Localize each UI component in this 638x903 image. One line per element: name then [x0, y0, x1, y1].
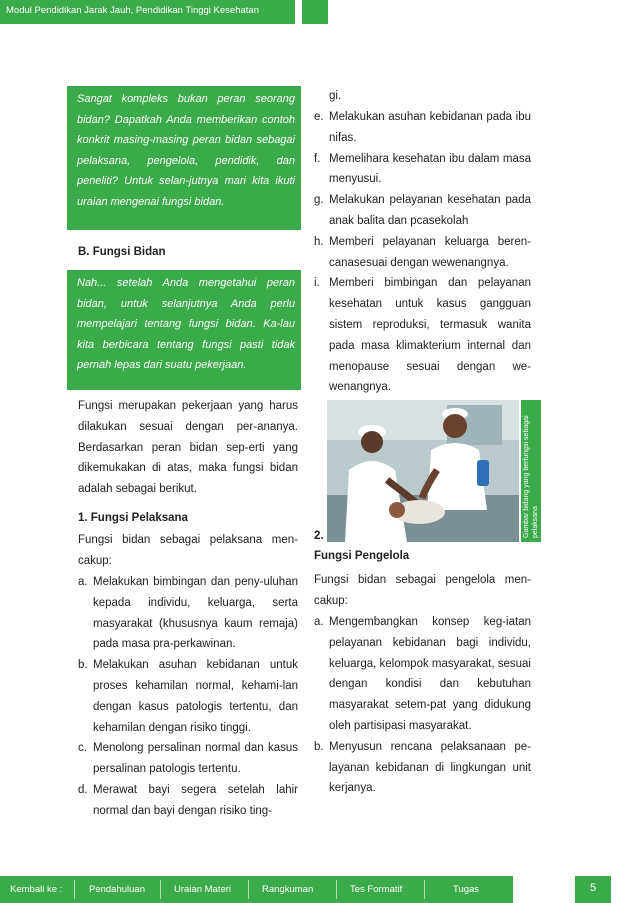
footer-nav [0, 876, 638, 903]
list-item-text: Memelihara kesehatan ibu dalam masa menyusui. [329, 152, 531, 186]
module-title: Modul Pendidikan Jarak Jauh, Pendidikan Tinggi Kesehatan [6, 5, 259, 16]
list-item [78, 655, 298, 738]
header-tab [302, 0, 328, 24]
list-item-text: Memberi bimbingan dan pelayanan kesehatan untuk kasus gangguan sistem reproduksi, termasuk wanita pada masa klimakterium internal dan menopause sesuai dengan we-wenangnya. [329, 277, 531, 394]
list-item [314, 232, 531, 274]
list-marker: b. [78, 659, 88, 672]
list-item-text: Melakukan pelayanan kesehatan pada anak balita dan pcasekolah [329, 194, 531, 227]
nav-tugas[interactable]: Tugas [453, 884, 480, 895]
list-item-text: Memberi pelayanan keluarga beren-canasesuai dengan wewenangnya. [329, 235, 531, 269]
pelaksana-list-right [314, 107, 531, 398]
list-item [314, 190, 531, 232]
list-marker: f. [314, 152, 321, 165]
list-item-text: Menyusun rencana pelaksanaan pe-layanan kebidanan di lingkungan unit kerjanya. [329, 740, 531, 795]
list-item [78, 738, 298, 780]
nah-callout-box [67, 270, 301, 390]
footer-divider [74, 880, 75, 899]
pelaksana-lead: Fungsi bidan sebagai pelaksana men-cakup: [78, 534, 298, 567]
footer-divider [248, 880, 249, 899]
list-marker: i. [314, 277, 320, 290]
nav-uraian-materi[interactable]: Uraian Materi [174, 884, 232, 895]
nav-rangkuman[interactable]: Rangkuman [262, 884, 314, 895]
intro-callout-text: Sangat kompleks bukan peran seorang bidan? Dapatkah Anda memberikan contoh konkrit masing-masing peran bidan sebagai pelaksana, pengelola, pendidik, dan peneliti? Untuk selan-jutnya mari kita ikuti uraian mengenai fungsi bidan. [77, 93, 295, 208]
page-number: 5 [589, 882, 597, 894]
pengelola-list [314, 612, 531, 799]
pengelola-number: 2. [314, 530, 324, 542]
footer-divider [160, 880, 161, 899]
nav-pendahuluan[interactable]: Pendahuluan [89, 884, 145, 895]
list-item [314, 737, 531, 799]
photo-caption-band [521, 400, 541, 542]
list-item [314, 612, 531, 737]
fungsi-intro-paragraph: Fungsi merupakan pekerjaan yang harus dilakukan sesuai dengan per-ananya. Berdasarkan peran bidan sep-erti yang dikemukakan di atas, maka fungsi bidan adalah sebagai berikut. [78, 400, 298, 496]
list-item-text: Melakukan asuhan kebidanan pada ibu nifas. [329, 111, 531, 144]
list-item [314, 149, 531, 191]
heading-fungsi-pelaksana: 1. Fungsi Pelaksana [78, 512, 188, 524]
list-marker: c. [78, 742, 87, 755]
list-marker: d. [78, 783, 88, 796]
list-item [78, 780, 298, 822]
footer-divider [424, 880, 425, 899]
page-number-box [575, 876, 611, 903]
list-item [78, 572, 298, 655]
continuation-text: gi. [329, 90, 342, 102]
list-marker: h. [314, 235, 324, 248]
list-item [314, 273, 531, 398]
photo-illustration [327, 400, 519, 542]
list-item-text: Melakukan asuhan kebidanan untuk proses kehamilan normal, kehami-lan dengan kasus patologis tertentu, dan kehamilan dengan risiko tinggi. [93, 659, 298, 734]
list-marker: a. [314, 616, 324, 628]
footer-divider [336, 880, 337, 899]
pelaksana-list-left [78, 572, 298, 822]
section-title-fungsi-bidan: B. Fungsi Bidan [78, 246, 166, 258]
back-to-label: Kembali ke : [10, 884, 63, 895]
pengelola-lead: Fungsi bidan sebagai pengelola men-cakup: [314, 574, 531, 607]
heading-fungsi-pengelola: Fungsi Pengelola [314, 550, 410, 562]
list-item-text: Melakukan bimbingan dan peny-uluhan kepada individu, keluarga, serta masyarakat (khususnya kaum remaja) pada masa pra-perkawinan. [93, 576, 298, 651]
footer-bar [0, 876, 513, 903]
list-marker: g. [314, 194, 324, 207]
list-item-text: Menolong persalinan normal dan kasus persalinan patologis tertentu. [93, 742, 298, 776]
list-item [314, 107, 531, 149]
nav-tes-formatif[interactable]: Tes Formatif [350, 884, 403, 895]
photo-caption: Gambar bidang yang berfungsi sebagai pelaksana [523, 415, 539, 538]
list-marker: e. [314, 111, 324, 123]
list-item-text: Mengembangkan konsep keg-iatan pelayanan kebidanan bagi individu, keluarga, kelompok masyarakat, sesuai dengan kondisi dan kebutuhan masyarakat setem-pat yang didukung oleh partisipasi masyarakat. [329, 616, 531, 732]
intro-callout-box [67, 86, 301, 230]
photo-midwives-with-baby [327, 400, 519, 542]
nah-callout-text: Nah... setelah Anda mengetahui peran bidan, untuk selanjutnya Anda perlu mempelajari tentang fungsi bidan. Ka-lau kita berbicara tentang fungsi pasti tidak pernah lepas dari suatu pekerjaan. [77, 277, 295, 371]
header-bar [0, 0, 295, 24]
list-marker: a. [78, 576, 88, 588]
list-item-text: Merawat bayi segera setelah lahir normal dan bayi dengan risiko ting- [93, 783, 298, 817]
list-marker: b. [314, 740, 324, 753]
